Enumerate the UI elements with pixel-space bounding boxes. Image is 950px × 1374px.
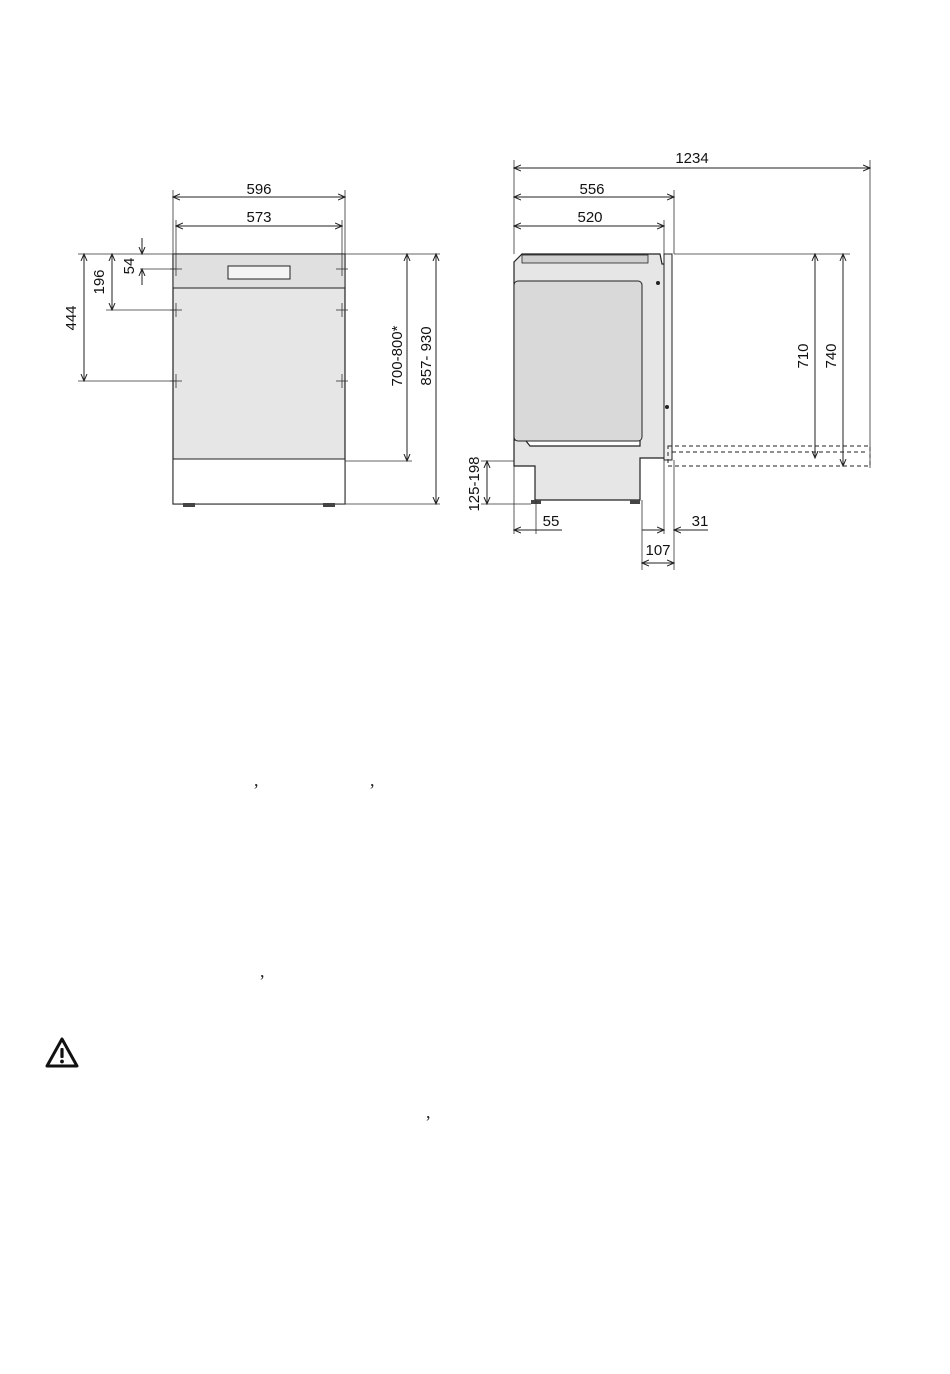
side-door-panel	[664, 254, 672, 460]
front-height-54-label: 54	[121, 257, 138, 275]
front-foot-left	[183, 503, 195, 507]
warning-triangle-icon	[44, 1036, 80, 1070]
side-inner-tub	[514, 281, 642, 441]
side-depth-1234-label: 1234	[675, 150, 709, 167]
front-width-596-label: 596	[246, 181, 272, 198]
front-plinth	[173, 459, 345, 504]
side-height-710-label: 710	[795, 343, 812, 369]
side-height-740-label: 740	[823, 343, 840, 369]
front-height-700-800-label: 700-800*	[389, 325, 406, 387]
side-top-strip	[522, 255, 648, 263]
side-depth-107-label: 107	[645, 542, 671, 559]
side-open-door-outline	[668, 446, 870, 466]
side-depth-520-label: 520	[577, 209, 603, 226]
text-comma-4: ,	[426, 1102, 431, 1122]
text-comma-2: ,	[370, 770, 375, 790]
side-view	[466, 150, 870, 570]
text-comma-3: ,	[260, 961, 265, 981]
side-plinth-125-198-label: 125-198	[466, 456, 483, 512]
front-view	[63, 181, 440, 507]
side-depth-556-label: 556	[579, 181, 605, 198]
front-height-857-930-label: 857- 930	[418, 326, 435, 386]
front-height-444-label: 444	[63, 305, 80, 331]
side-foot-front	[630, 500, 640, 504]
text-comma-1: ,	[254, 770, 259, 790]
front-height-196-label: 196	[91, 269, 108, 295]
side-hinge-bottom	[665, 405, 669, 409]
front-display-window	[228, 266, 290, 279]
installation-dimension-drawing	[0, 0, 950, 600]
side-hinge-top	[656, 281, 660, 285]
side-depth-55-label: 55	[542, 513, 560, 530]
front-width-573-label: 573	[246, 209, 272, 226]
side-depth-31-label: 31	[691, 513, 709, 530]
front-foot-right	[323, 503, 335, 507]
